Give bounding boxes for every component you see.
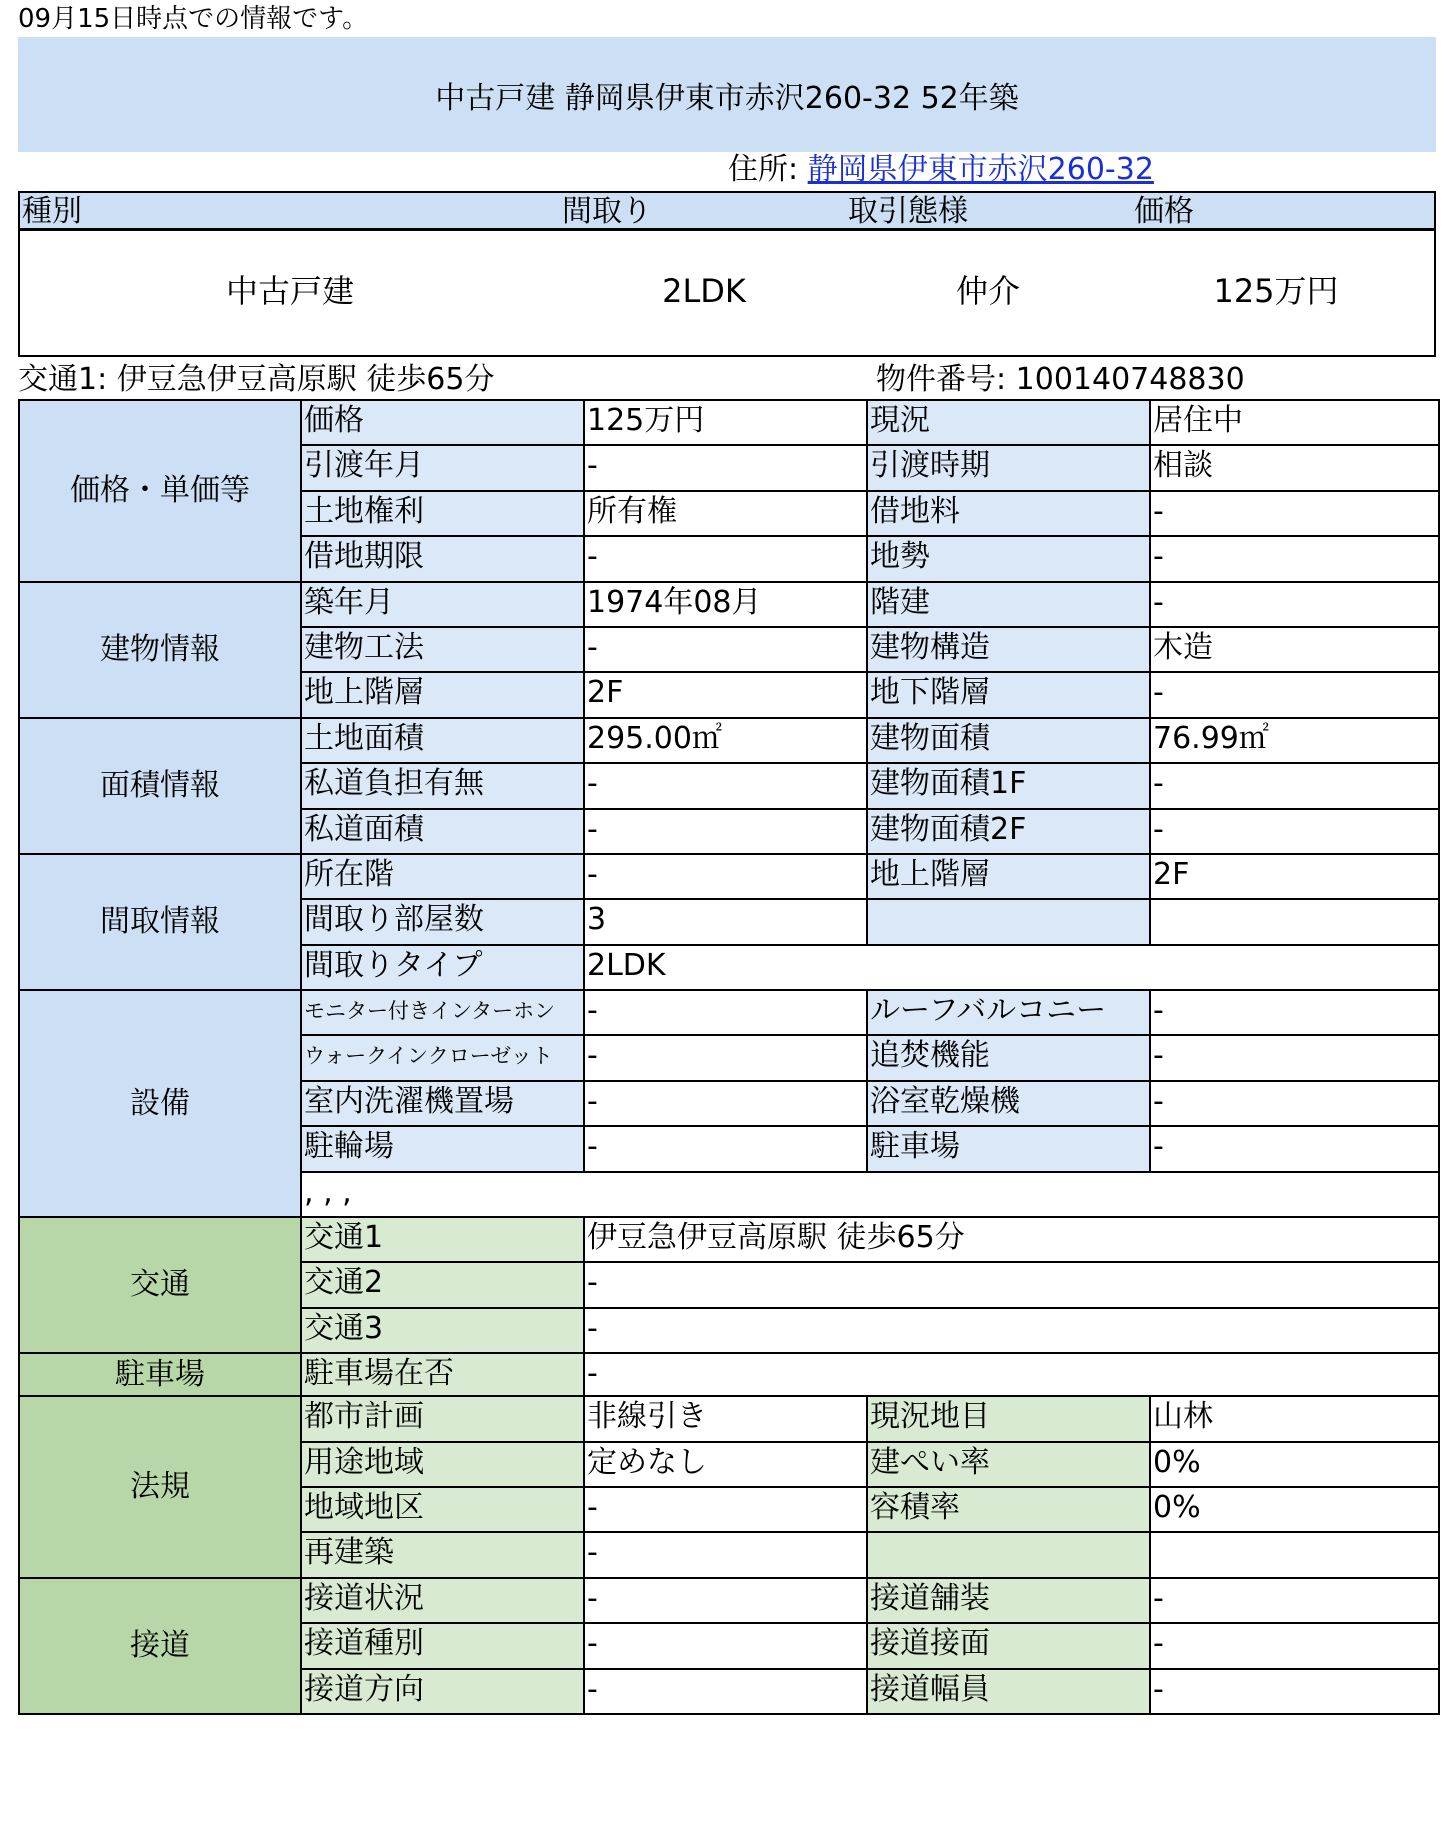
summary-value-type: 中古戸建 — [225, 272, 355, 310]
field-value: - — [584, 1353, 1439, 1396]
field-value — [1150, 899, 1439, 944]
property-detail-table — [18, 399, 1440, 1715]
section-title-price: 価格・単価等 — [19, 400, 301, 582]
field-value: - — [584, 1262, 1439, 1307]
field-label: 階建 — [867, 582, 1150, 627]
field-value: 定めなし — [584, 1442, 867, 1487]
field-value: - — [1150, 1578, 1439, 1623]
field-label: 接道状況 — [301, 1578, 584, 1623]
section-title-equipment: 設備 — [19, 990, 301, 1217]
field-label: 交通1 — [301, 1217, 584, 1262]
table-row — [19, 1396, 1439, 1441]
field-label: 浴室乾燥機 — [867, 1081, 1150, 1126]
field-value: 2F — [584, 672, 867, 717]
field-value: 125万円 — [584, 400, 867, 445]
field-label: 築年月 — [301, 582, 584, 627]
field-label: 現況 — [867, 400, 1150, 445]
field-value: - — [584, 1669, 867, 1714]
field-value: 居住中 — [1150, 400, 1439, 445]
field-value — [1150, 1532, 1439, 1577]
field-label: 地勢 — [867, 536, 1150, 581]
field-value: - — [1150, 672, 1439, 717]
section-title-parking: 駐車場 — [19, 1353, 301, 1396]
field-label: 土地権利 — [301, 491, 584, 536]
table-row — [19, 854, 1439, 899]
field-label: 私道面積 — [301, 809, 584, 854]
field-value: - — [584, 1623, 867, 1668]
field-label: 土地面積 — [301, 718, 584, 763]
field-value: - — [584, 445, 867, 490]
field-label: 接道舗装 — [867, 1578, 1150, 1623]
field-value: 0% — [1150, 1442, 1439, 1487]
field-label: 駐車場 — [867, 1126, 1150, 1171]
table-row — [19, 1353, 1439, 1396]
field-value: 非線引き — [584, 1396, 867, 1441]
field-label: 引渡時期 — [867, 445, 1150, 490]
table-row — [19, 1217, 1439, 1262]
field-label: 交通2 — [301, 1262, 584, 1307]
field-label: 用途地域 — [301, 1442, 584, 1487]
table-row — [19, 582, 1439, 627]
field-value: - — [584, 1578, 867, 1623]
field-value: 295.00㎡ — [584, 718, 867, 763]
field-label: 駐車場在否 — [301, 1353, 584, 1396]
field-value: - — [584, 763, 867, 808]
field-value: - — [584, 536, 867, 581]
field-label: 駐輪場 — [301, 1126, 584, 1171]
field-label: 交通3 — [301, 1308, 584, 1353]
section-title-traffic: 交通 — [19, 1217, 301, 1353]
field-value: - — [584, 1081, 867, 1126]
field-value: - — [1150, 582, 1439, 627]
field-label: 現況地目 — [867, 1396, 1150, 1441]
section-title-layout: 間取情報 — [19, 854, 301, 990]
info-date-note: 09月15日時点での情報です。 — [18, 4, 369, 34]
field-label: ルーフバルコニー — [867, 990, 1150, 1035]
field-label: 建物面積 — [867, 718, 1150, 763]
field-value: 木造 — [1150, 627, 1439, 672]
field-value: - — [584, 1035, 867, 1080]
summary-values-row — [18, 231, 1436, 357]
field-label: 建物面積2F — [867, 809, 1150, 854]
field-value: - — [584, 1532, 867, 1577]
field-value: - — [584, 627, 867, 672]
field-value: - — [1150, 536, 1439, 581]
section-title-law: 法規 — [19, 1396, 301, 1578]
field-value: - — [1150, 763, 1439, 808]
field-label: 地下階層 — [867, 672, 1150, 717]
field-value: 所有権 — [584, 491, 867, 536]
field-label: 建ぺい率 — [867, 1442, 1150, 1487]
field-label: 容積率 — [867, 1487, 1150, 1532]
field-label: 私道負担有無 — [301, 763, 584, 808]
field-value: - — [584, 990, 867, 1035]
field-label: 引渡年月 — [301, 445, 584, 490]
field-value: 2F — [1150, 854, 1439, 899]
summary-value-transaction: 仲介 — [955, 272, 1021, 310]
table-row — [19, 718, 1439, 763]
field-value: - — [1150, 1126, 1439, 1171]
field-value: 1974年08月 — [584, 582, 867, 627]
field-label — [867, 899, 1150, 944]
field-value: - — [1150, 1623, 1439, 1668]
section-title-road: 接道 — [19, 1578, 301, 1714]
transport-summary: 交通1: 伊豆急伊豆高原駅 徒歩65分 — [18, 362, 495, 397]
field-value: - — [1150, 1669, 1439, 1714]
summary-col-transaction: 取引態様 — [848, 194, 968, 229]
field-label: 建物面積1F — [867, 763, 1150, 808]
field-value: - — [584, 1126, 867, 1171]
field-label: 接道方向 — [301, 1669, 584, 1714]
address-label: 住所: — [728, 152, 808, 187]
field-label: 再建築 — [301, 1532, 584, 1577]
field-value: - — [1150, 1035, 1439, 1080]
field-label: 地上階層 — [301, 672, 584, 717]
field-label: 借地料 — [867, 491, 1150, 536]
field-label: 接道種別 — [301, 1623, 584, 1668]
field-label: 間取りタイプ — [301, 945, 584, 990]
field-value: - — [584, 1308, 1439, 1353]
field-label: 接道接面 — [867, 1623, 1150, 1668]
field-value: 76.99㎡ — [1150, 718, 1439, 763]
field-label: 接道幅員 — [867, 1669, 1150, 1714]
field-value: - — [584, 1487, 867, 1532]
field-value: - — [584, 854, 867, 899]
summary-col-type: 種別 — [22, 194, 82, 229]
field-value: - — [1150, 809, 1439, 854]
section-title-building: 建物情報 — [19, 582, 301, 718]
address-line — [728, 151, 1154, 189]
field-value: 山林 — [1150, 1396, 1439, 1441]
field-label: 間取り部屋数 — [301, 899, 584, 944]
address-link[interactable]: 静岡県伊東市赤沢260-32 — [807, 152, 1154, 187]
field-label: ウォークインクローゼット — [301, 1035, 584, 1080]
summary-col-layout: 間取り — [562, 194, 652, 229]
field-label — [867, 1532, 1150, 1577]
field-value: - — [1150, 990, 1439, 1035]
field-value: - — [1150, 1081, 1439, 1126]
table-row — [19, 990, 1439, 1035]
field-value: - — [584, 809, 867, 854]
field-label: 建物工法 — [301, 627, 584, 672]
field-label: 室内洗濯機置場 — [301, 1081, 584, 1126]
summary-value-layout: 2LDK — [662, 272, 746, 310]
field-label: 所在階 — [301, 854, 584, 899]
field-label: 価格 — [301, 400, 584, 445]
summary-value-price: 125万円 — [1213, 272, 1339, 310]
field-label: 地域地区 — [301, 1487, 584, 1532]
equipment-memo: , , , — [301, 1172, 1439, 1217]
summary-col-price: 価格 — [1134, 194, 1194, 229]
property-title-banner — [18, 37, 1436, 152]
field-label: モニター付きインターホン — [301, 990, 584, 1035]
field-value: 3 — [584, 899, 867, 944]
field-label: 都市計画 — [301, 1396, 584, 1441]
field-label: 地上階層 — [867, 854, 1150, 899]
field-label: 借地期限 — [301, 536, 584, 581]
field-value: 伊豆急伊豆高原駅 徒歩65分 — [584, 1217, 1439, 1262]
field-label: 追焚機能 — [867, 1035, 1150, 1080]
property-number: 物件番号: 100140748830 — [876, 362, 1245, 397]
table-row — [19, 400, 1439, 445]
field-label: 建物構造 — [867, 627, 1150, 672]
table-row — [19, 1578, 1439, 1623]
field-value: 2LDK — [584, 945, 1439, 990]
field-value: 0% — [1150, 1487, 1439, 1532]
section-title-area: 面積情報 — [19, 718, 301, 854]
summary-header-row — [18, 191, 1436, 231]
field-value: - — [1150, 491, 1439, 536]
property-title: 中古戸建 静岡県伊東市赤沢260-32 52年築 — [435, 80, 1019, 116]
field-value: 相談 — [1150, 445, 1439, 490]
